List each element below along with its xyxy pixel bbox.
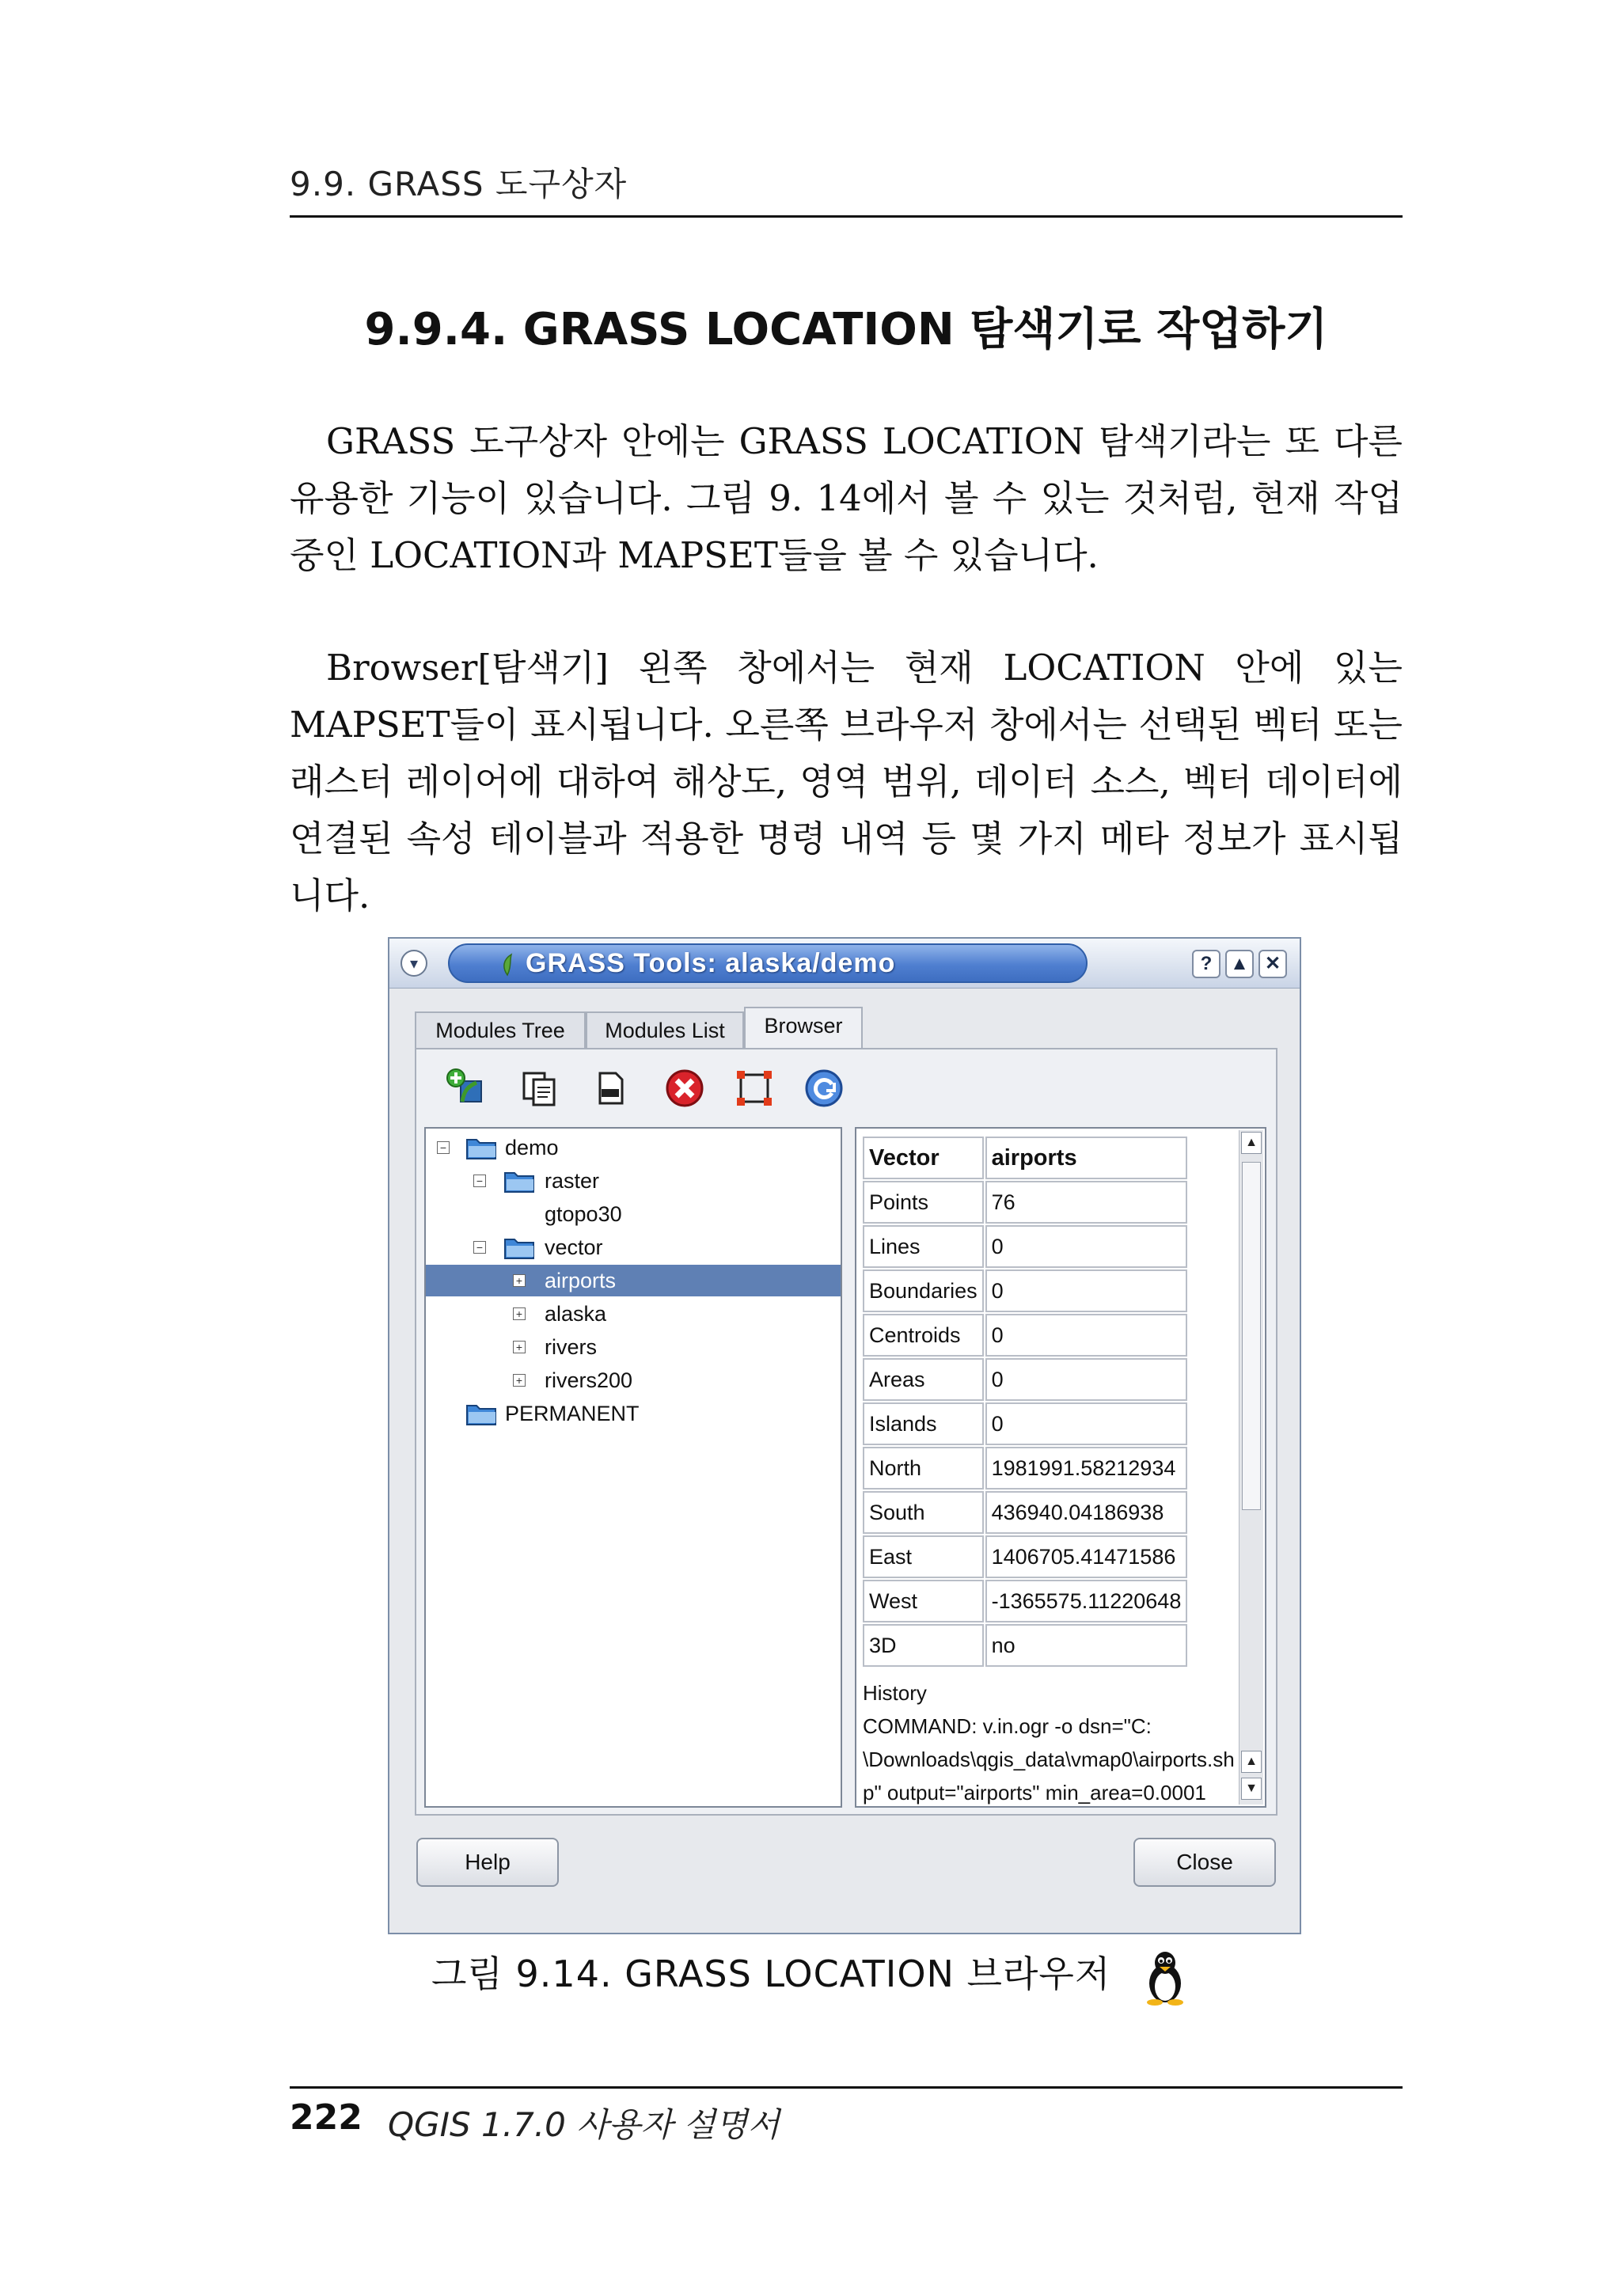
history-block xyxy=(863,1676,1235,1808)
tree-item-permanent[interactable] xyxy=(426,1398,841,1429)
tab-browser[interactable]: Browser xyxy=(744,1007,863,1049)
metadata-key: Islands xyxy=(863,1402,984,1445)
metadata-value: no xyxy=(985,1624,1188,1667)
tree-item-label: PERMANENT xyxy=(505,1402,640,1425)
metadata-row xyxy=(863,1269,1187,1312)
metadata-row xyxy=(863,1624,1187,1667)
folder-icon xyxy=(465,1135,497,1160)
expand-icon[interactable]: + xyxy=(513,1374,526,1387)
metadata-panel xyxy=(855,1127,1266,1808)
metadata-row xyxy=(863,1402,1187,1445)
title-buttons xyxy=(1187,950,1287,978)
book-title: QGIS 1.7.0 사용자 설명서 xyxy=(388,2105,780,2144)
paragraph-2-text: Browser[탐색기] 왼쪽 창에서는 현재 LOCATION 안에 있는 MAPSET들이 표시됩니다. 오른쪽 브라우저 창에서는 선택된 벡터 또는 래스터 레이어에 대하여 해상도, 영역 범위, 데이터 소스, 벡터 데이터에 연결된 속성 테이블과 적용한 명령 내역 등 몇 가지 메타 정보가 표시됩니다. xyxy=(290,647,1403,917)
metadata-key: North xyxy=(863,1447,984,1490)
expand-icon[interactable]: + xyxy=(513,1341,526,1353)
vertical-scrollbar[interactable] xyxy=(1239,1130,1263,1805)
window-menu-button[interactable]: ▾ xyxy=(401,950,427,977)
metadata-value: 76 xyxy=(985,1181,1188,1224)
metadata-key: Centroids xyxy=(863,1314,984,1357)
metadata-key: East xyxy=(863,1535,984,1578)
tree-item-rivers[interactable] xyxy=(426,1331,841,1363)
tree-item-gtopo30[interactable] xyxy=(426,1198,841,1230)
close-button[interactable]: Close xyxy=(1133,1838,1276,1887)
window-title: GRASS Tools: alaska/demo xyxy=(526,948,896,978)
metadata-key: Vector xyxy=(863,1137,984,1179)
metadata-value: 0 xyxy=(985,1225,1188,1268)
help-button[interactable]: Help xyxy=(416,1838,559,1887)
metadata-key: South xyxy=(863,1491,984,1534)
rename-icon[interactable] xyxy=(589,1067,632,1110)
metadata-value: 0 xyxy=(985,1358,1188,1401)
maximize-icon[interactable]: ▲ xyxy=(1225,950,1254,978)
title-pill xyxy=(448,943,1088,983)
caption-text: 그림 9.14. GRASS LOCATION 브라우저 xyxy=(431,1953,1111,1995)
metadata-key: Points xyxy=(863,1181,984,1224)
metadata-value: 1406705.41471586 xyxy=(985,1535,1188,1578)
metadata-value: 436940.04186938 xyxy=(985,1491,1188,1534)
copy-icon[interactable] xyxy=(518,1067,560,1110)
metadata-row xyxy=(863,1181,1187,1224)
scroll-down-icon[interactable]: ▼ xyxy=(1241,1778,1262,1800)
mapset-tree[interactable] xyxy=(424,1127,842,1808)
title-bar xyxy=(389,939,1300,989)
history-heading: History xyxy=(863,1681,927,1705)
tree-item-rivers200[interactable] xyxy=(426,1364,841,1396)
tree-item-label: demo xyxy=(505,1136,559,1159)
footer-rule xyxy=(290,2086,1403,2089)
metadata-row xyxy=(863,1491,1187,1534)
set-region-icon[interactable] xyxy=(733,1067,776,1110)
tree-item-label: rivers200 xyxy=(545,1368,633,1392)
refresh-icon[interactable] xyxy=(803,1067,845,1110)
browser-toolbar xyxy=(416,1049,1276,1125)
tree-item-alaska[interactable] xyxy=(426,1298,841,1330)
metadata-value: 1981991.58212934 xyxy=(985,1447,1188,1490)
history-line: COMMAND: v.in.ogr -o dsn="C: xyxy=(863,1714,1152,1738)
collapse-icon[interactable]: − xyxy=(473,1241,486,1254)
metadata-value: 0 xyxy=(985,1269,1188,1312)
tree-item-raster[interactable] xyxy=(426,1165,841,1197)
metadata-value: 0 xyxy=(985,1402,1188,1445)
header-rule xyxy=(290,215,1403,218)
metadata-row xyxy=(863,1314,1187,1357)
tree-item-label: airports xyxy=(545,1269,617,1292)
collapse-icon[interactable]: − xyxy=(437,1141,450,1154)
expand-icon[interactable]: + xyxy=(513,1307,526,1320)
tree-item-airports[interactable] xyxy=(426,1265,841,1296)
expand-icon[interactable]: + xyxy=(513,1274,526,1287)
tree-item-label: gtopo30 xyxy=(545,1202,622,1226)
grass-tools-window xyxy=(388,937,1301,1934)
tab-modules-tree[interactable]: Modules Tree xyxy=(415,1011,586,1048)
collapse-icon[interactable]: − xyxy=(473,1175,486,1187)
metadata-key: 3D xyxy=(863,1624,984,1667)
metadata-value: 0 xyxy=(985,1314,1188,1357)
metadata-key: Areas xyxy=(863,1358,984,1401)
folder-icon xyxy=(503,1168,535,1194)
tux-penguin-icon xyxy=(1141,1949,1190,2006)
close-icon[interactable]: ✕ xyxy=(1258,950,1287,978)
folder-icon xyxy=(503,1235,535,1260)
metadata-row xyxy=(863,1580,1187,1622)
tree-item-demo[interactable] xyxy=(426,1132,841,1163)
metadata-value: -1365575.11220648 xyxy=(985,1580,1188,1622)
help-icon[interactable]: ? xyxy=(1192,950,1220,978)
section-title: 9.9.4. GRASS LOCATION 탐색기로 작업하기 xyxy=(364,304,1328,355)
add-map-icon[interactable] xyxy=(445,1067,488,1110)
grass-leaf-icon xyxy=(499,953,516,977)
tree-item-label: vector xyxy=(545,1235,603,1259)
paragraph-1-text: GRASS 도구상자 안에는 GRASS LOCATION 탐색기라는 또 다른 유용한 기능이 있습니다. 그림 9. 14에서 볼 수 있는 것처럼, 현재 작업중인 LOCATION과 MAPSET들을 볼 수 있습니다. xyxy=(290,420,1403,576)
page-number: 222 xyxy=(290,2097,363,2138)
tree-item-label: raster xyxy=(545,1169,600,1193)
metadata-row xyxy=(863,1535,1187,1578)
metadata-key: West xyxy=(863,1580,984,1622)
tree-item-label: alaska xyxy=(545,1302,607,1326)
metadata-table xyxy=(861,1135,1189,1668)
paragraph-1 xyxy=(290,413,1403,584)
scroll-up-icon[interactable]: ▲ xyxy=(1241,1132,1262,1154)
metadata-row xyxy=(863,1225,1187,1268)
metadata-key: Lines xyxy=(863,1225,984,1268)
metadata-row xyxy=(863,1447,1187,1490)
tree-item-label: rivers xyxy=(545,1335,597,1359)
metadata-header-row xyxy=(863,1137,1187,1179)
tab-modules-list[interactable]: Modules List xyxy=(586,1011,744,1048)
history-line: p" output="airports" min_area=0.0001 xyxy=(863,1781,1206,1805)
metadata-key: Boundaries xyxy=(863,1269,984,1312)
browser-panel xyxy=(415,1048,1277,1816)
metadata-value: airports xyxy=(985,1137,1188,1179)
scroll-thumb[interactable] xyxy=(1242,1162,1261,1510)
running-header: 9.9. GRASS 도구상자 xyxy=(290,165,628,203)
paragraph-2 xyxy=(290,639,1403,924)
folder-icon xyxy=(465,1401,497,1426)
metadata-row xyxy=(863,1358,1187,1401)
scroll-up-icon[interactable]: ▲ xyxy=(1241,1751,1262,1773)
delete-icon[interactable] xyxy=(663,1067,706,1110)
tree-item-vector[interactable] xyxy=(426,1231,841,1263)
figure-caption xyxy=(0,1945,1621,2006)
history-line: \Downloads\qgis_data\vmap0\airports.sh xyxy=(863,1748,1235,1771)
